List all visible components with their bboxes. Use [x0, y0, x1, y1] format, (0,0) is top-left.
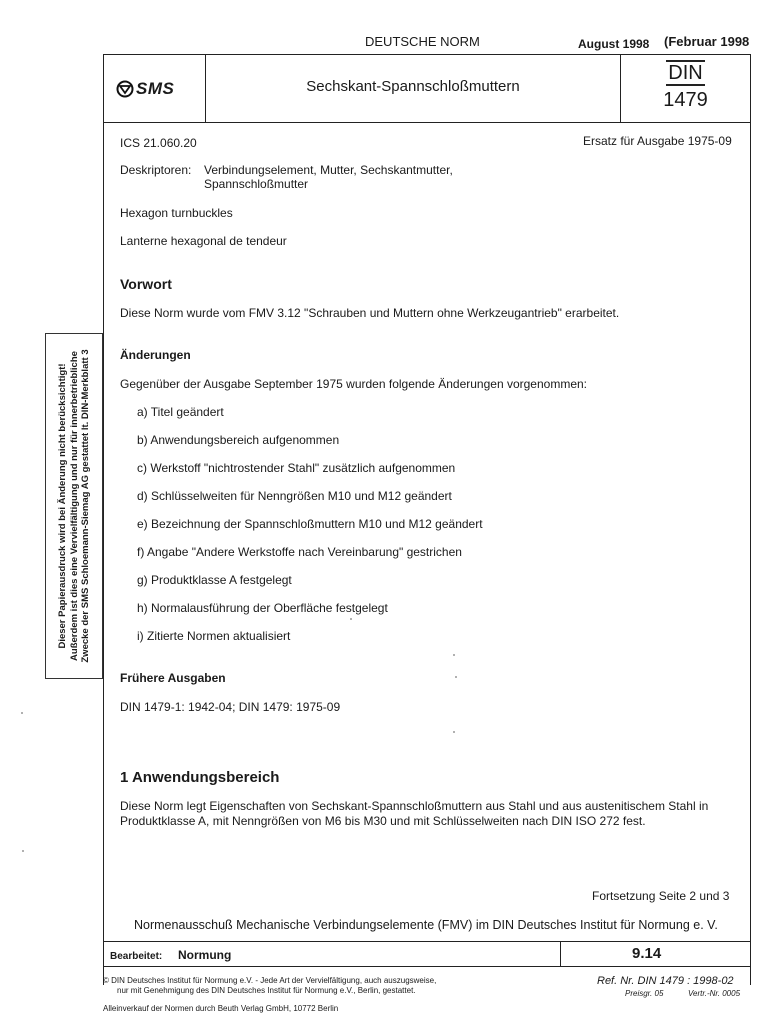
change-item: f) Angabe "Andere Werkstoffe nach Vereinbarung" gestrichen	[137, 545, 462, 559]
committee-line: Normenausschuß Mechanische Verbindungselemente (FMV) im DIN Deutsches Institut für Normung e. V.	[134, 918, 718, 932]
footer-box-top	[103, 941, 751, 942]
footer-box-bottom	[103, 966, 751, 967]
header-bottom	[103, 122, 751, 123]
change-item: d) Schlüsselweiten für Nenngrößen M10 und M12 geändert	[137, 489, 452, 503]
ref-number: Ref. Nr. DIN 1479 : 1998-02	[597, 975, 734, 987]
change-item: a) Titel geändert	[137, 405, 224, 419]
din-label: DIN	[668, 62, 703, 84]
scan-speck	[453, 731, 455, 733]
norm-type: DEUTSCHE NORM	[365, 34, 480, 49]
replaces-edition: Ersatz für Ausgabe 1975-09	[583, 134, 732, 148]
document-title: Sechskant-Spannschloßmuttern	[306, 78, 520, 95]
frame-top	[103, 54, 751, 55]
replaced-date: (Februar 1998	[664, 34, 750, 49]
descriptors-line-2: Spannschloßmutter	[204, 177, 309, 191]
din-number: 1479	[663, 89, 708, 111]
copyright-block	[103, 976, 436, 996]
title-french: Lanterne hexagonal de tendeur	[120, 234, 287, 248]
footer-box-divider	[560, 941, 561, 967]
stamp-text	[57, 338, 92, 674]
fruehere-heading: Frühere Ausgaben	[120, 671, 226, 685]
din-number-block	[621, 60, 750, 111]
change-item: c) Werkstoff "nichtrostender Stahl" zusätzlich aufgenommen	[137, 461, 456, 475]
section-1-heading: 1 Anwendungsbereich	[120, 769, 280, 786]
bearbeitet-label: Bearbeitet:	[110, 951, 163, 962]
section-1-line-2: Produktklasse A, mit Nenngrößen von M6 bis M30 und mit Schlüsselweiten nach DIN ISO 272 fest.	[120, 814, 646, 828]
vorwort-text: Diese Norm wurde vom FMV 3.12 "Schrauben und Muttern ohne Werkzeugantrieb" erarbeitet.	[120, 306, 620, 320]
scan-speck	[22, 850, 24, 852]
section-1-line-1: Diese Norm legt Eigenschaften von Sechskant-Spannschloßmuttern aus Stahl und aus austenitischem Stahl in	[120, 799, 709, 813]
copyright-line-2: nur mit Genehmigung des DIN Deutsches Institut für Normung e.V., Berlin, gestattet.	[117, 986, 416, 995]
price-code: 9.14	[632, 945, 662, 962]
vertr-number: Vertr.-Nr. 0005	[688, 989, 741, 998]
fruehere-text: DIN 1479-1: 1942-04; DIN 1479: 1975-09	[120, 700, 341, 714]
bearbeitet-value: Normung	[178, 948, 232, 962]
descriptors-label: Deskriptoren:	[120, 163, 192, 177]
ics-code: ICS 21.060.20	[120, 136, 197, 150]
vorwort-heading: Vorwort	[120, 276, 172, 292]
aenderungen-intro: Gegenüber der Ausgabe September 1975 wurden folgende Änderungen vorgenommen:	[120, 377, 587, 391]
change-item: h) Normalausführung der Oberfläche festgelegt	[137, 601, 388, 615]
scan-speck	[455, 676, 457, 678]
descriptors-line-1: Verbindungselement, Mutter, Sechskantmutter,	[204, 163, 453, 177]
replaced-date-text: Februar 1998	[668, 34, 750, 49]
continuation-note: Fortsetzung Seite 2 und 3	[592, 889, 730, 903]
frame-right	[750, 55, 751, 985]
sms-logo	[116, 79, 196, 99]
change-item: e) Bezeichnung der Spannschloßmuttern M10 und M12 geändert	[137, 517, 483, 531]
title-english: Hexagon turnbuckles	[120, 206, 233, 220]
copyright-line-1: © DIN Deutsches Institut für Normung e.V. - Jede Art der Vervielfältigung, auch auszugsweise,	[103, 976, 437, 985]
stamp-line-1: Dieser Papierausdruck wird bei Änderung nicht berücksichtigt!	[56, 363, 68, 649]
change-item: b) Anwendungsbereich aufgenommen	[137, 433, 340, 447]
stamp-line-2: Außerdem ist dies eine Vervielfältigung und nur für innerbetriebliche	[68, 351, 80, 661]
copy-stamp	[45, 333, 103, 679]
frame-left	[103, 55, 104, 985]
change-item: g) Produktklasse A festgelegt	[137, 573, 292, 587]
change-item: i) Zitierte Normen aktualisiert	[137, 629, 291, 643]
scan-speck	[21, 712, 23, 714]
price-group: Preisgr. 05	[625, 989, 664, 998]
scan-speck	[453, 654, 455, 656]
sms-logo-text: SMS	[136, 79, 175, 98]
copyright-line-3: Alleinverkauf der Normen durch Beuth Verlag GmbH, 10772 Berlin	[103, 1004, 339, 1013]
stamp-line-3: Zwecke der SMS Schloemann-Siemag AG gestattet lt. DIN-Merkblatt 3	[79, 349, 91, 663]
sms-logo-icon	[116, 80, 134, 98]
scan-speck	[350, 618, 352, 620]
aenderungen-heading: Änderungen	[120, 348, 191, 362]
issue-date: August 1998	[578, 37, 650, 51]
